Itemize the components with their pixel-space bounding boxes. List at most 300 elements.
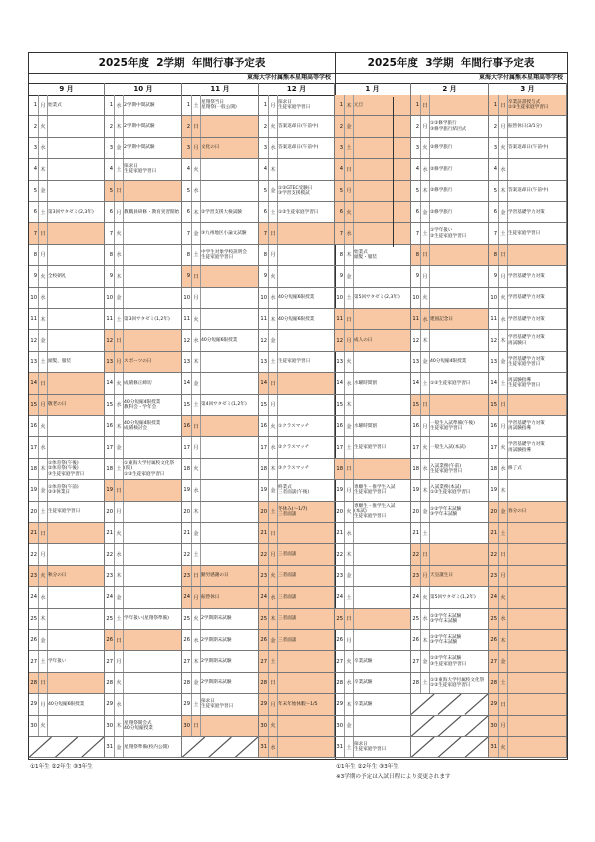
weekday: 木 xyxy=(421,480,430,500)
day-number: 22 xyxy=(335,544,345,564)
weekday: 火 xyxy=(421,288,430,308)
day-number: 14 xyxy=(411,373,421,393)
weekday: 金 xyxy=(192,673,201,693)
event-text: 星翔祭当日 星翔祭(一般公開) xyxy=(201,99,237,111)
day-number: 15 xyxy=(259,395,269,415)
weekday: 日 xyxy=(192,116,201,136)
weekday: 金 xyxy=(269,330,278,350)
weekday: 金 xyxy=(345,116,354,136)
day-cell xyxy=(182,544,259,565)
day-cell xyxy=(29,416,105,437)
day-cell xyxy=(335,480,411,501)
weekday: 水 xyxy=(39,437,48,457)
day-number: 15 xyxy=(335,395,345,415)
weekday: 日 xyxy=(269,523,278,543)
day-cell xyxy=(411,523,489,544)
day-number: 13 xyxy=(489,352,499,372)
day-number: 30 xyxy=(29,716,39,736)
event-text: 2学期中間試験 xyxy=(124,145,155,151)
event-text xyxy=(508,630,565,650)
day-cell xyxy=(29,266,105,287)
day-cell xyxy=(489,181,567,202)
weekday: 木 xyxy=(39,459,48,479)
day-number: 8 xyxy=(335,245,345,265)
day-number: 28 xyxy=(489,673,499,693)
event-text xyxy=(278,266,333,286)
day-number: 11 xyxy=(29,309,39,329)
day-cell xyxy=(335,373,411,394)
event-text xyxy=(354,630,409,650)
event-text xyxy=(430,266,487,286)
day-number: 3 xyxy=(489,138,499,158)
empty-slash xyxy=(182,737,258,757)
day-cell xyxy=(489,544,567,565)
day-cell xyxy=(489,266,567,287)
day-cell xyxy=(29,202,105,223)
day-cell xyxy=(335,523,411,544)
weekday: 火 xyxy=(192,309,201,329)
day-number: 20 xyxy=(489,502,499,522)
day-cell xyxy=(489,116,567,137)
day-cell xyxy=(411,630,489,651)
weekday: 土 xyxy=(345,587,354,607)
day-cell xyxy=(489,523,567,544)
day-number: 12 xyxy=(182,330,192,350)
weekday: 土 xyxy=(192,95,201,115)
weekday: 木 xyxy=(115,566,124,586)
day-cell xyxy=(259,587,335,608)
event-text xyxy=(508,609,565,629)
day-cell xyxy=(411,159,489,180)
event-text xyxy=(201,373,257,393)
event-text xyxy=(430,544,487,564)
event-text: 始業式 xyxy=(48,102,62,108)
event-text xyxy=(124,523,180,543)
day-cell xyxy=(105,266,182,287)
day-number: 5 xyxy=(489,181,499,201)
event-text: 春分の日 xyxy=(508,509,527,515)
weekday: 金 xyxy=(115,587,124,607)
day-number: 27 xyxy=(182,651,192,671)
day-number: 6 xyxy=(182,202,192,222)
event-text xyxy=(201,116,257,136)
weekday: 日 xyxy=(421,95,430,115)
day-cell xyxy=(489,480,567,501)
weekday: 木 xyxy=(499,480,508,500)
event-text: 40分短縮6限授業 xyxy=(48,701,85,707)
weekday: 土 xyxy=(39,651,48,671)
weekday: 金 xyxy=(269,630,278,650)
event-text: 元旦 xyxy=(354,102,364,108)
event-text: ①②修学旅行 ③修学旅行結団式 xyxy=(430,121,467,132)
day-number: 19 xyxy=(29,480,39,500)
weekday: 月 xyxy=(345,480,354,500)
day-number: 26 xyxy=(182,630,192,650)
weekday: 火 xyxy=(115,523,124,543)
event-text: ①②学年末試験 ③学年末試験 xyxy=(430,506,462,517)
day-cell xyxy=(335,459,411,480)
event-text: ①②GTEC受験日 ③学習支援模試 xyxy=(278,185,313,196)
event-text: 水曜時間割 xyxy=(354,380,377,386)
day-cell xyxy=(29,181,105,202)
day-number: 24 xyxy=(411,587,421,607)
day-number: 13 xyxy=(335,352,345,372)
day-number: 6 xyxy=(105,202,115,222)
event-text: 星翔祭開会式 40分短縮授業 xyxy=(124,720,153,731)
day-number: 21 xyxy=(335,523,345,543)
day-cell xyxy=(105,651,182,672)
day-number: 30 xyxy=(182,716,192,736)
day-cell xyxy=(29,651,105,672)
day-number: 1 xyxy=(105,95,115,115)
day-cell xyxy=(489,651,567,672)
day-cell xyxy=(335,245,411,266)
weekday: 土 xyxy=(192,395,201,415)
day-cell xyxy=(182,181,259,202)
day-number: 21 xyxy=(29,523,39,543)
weekday: 土 xyxy=(269,502,278,522)
weekday: 火 xyxy=(192,459,201,479)
weekday: 水 xyxy=(421,309,430,329)
weekday: 日 xyxy=(421,544,430,564)
day-cell xyxy=(105,566,182,587)
day-number: 27 xyxy=(105,651,115,671)
weekday: 土 xyxy=(345,437,354,457)
day-cell xyxy=(335,609,411,630)
weekday: 月 xyxy=(421,116,430,136)
day-cell xyxy=(489,416,567,437)
weekday: 月 xyxy=(421,266,430,286)
day-number: 8 xyxy=(105,245,115,265)
event-text: ①②学年末試験 ③学年末試験 xyxy=(430,634,462,646)
event-text xyxy=(278,373,333,393)
day-cell xyxy=(335,566,411,587)
weekday: 日 xyxy=(39,223,48,243)
day-cell xyxy=(411,266,489,287)
day-cell xyxy=(29,245,105,266)
event-text xyxy=(508,673,565,693)
weekday: 土 xyxy=(192,245,201,265)
weekday: 水 xyxy=(269,737,278,757)
weekday: 月 xyxy=(115,202,124,222)
day-cell xyxy=(182,437,259,458)
month-header: 1 月 xyxy=(335,83,411,95)
weekday: 日 xyxy=(421,245,430,265)
weekday: 月 xyxy=(115,651,124,671)
event-text: 答案返却日(午前中) xyxy=(508,188,549,194)
day-cell xyxy=(259,480,335,501)
weekday: 火 xyxy=(345,202,354,222)
day-cell xyxy=(489,288,567,309)
weekday: 月 xyxy=(39,245,48,265)
event-text xyxy=(354,116,409,136)
event-text xyxy=(508,523,565,543)
day-cell xyxy=(182,116,259,137)
event-text: 建国記念日 xyxy=(430,316,453,322)
day-cell xyxy=(259,309,335,330)
weekday: 金 xyxy=(115,437,124,457)
day-number: 16 xyxy=(105,416,115,436)
weekday: 水 xyxy=(499,609,508,629)
day-cell xyxy=(182,630,259,651)
event-text xyxy=(201,352,257,372)
event-text: 水曜時間割 xyxy=(354,423,377,429)
event-text xyxy=(48,416,103,436)
weekday: 日 xyxy=(269,673,278,693)
weekday: 水 xyxy=(269,437,278,457)
event-text xyxy=(354,544,409,564)
day-cell xyxy=(182,352,259,373)
day-cell xyxy=(411,202,489,223)
event-text: ②修学旅行 xyxy=(430,166,453,172)
event-text: 40分短縮6限授業 xyxy=(278,316,315,322)
weekday: 火 xyxy=(39,116,48,136)
term3-title: 2025年度 3学期 年間行事予定表 xyxy=(367,57,535,69)
day-cell xyxy=(259,630,335,651)
weekday: 日 xyxy=(345,459,354,479)
day-cell xyxy=(259,330,335,351)
day-number: 12 xyxy=(489,330,499,350)
weekday: 火 xyxy=(421,138,430,158)
empty-day-cell xyxy=(411,694,489,715)
day-cell xyxy=(259,737,335,758)
event-text xyxy=(201,181,257,201)
day-number: 6 xyxy=(29,202,39,222)
day-number: 13 xyxy=(411,352,421,372)
day-number: 29 xyxy=(335,694,345,714)
event-text xyxy=(430,245,487,265)
event-text xyxy=(508,694,565,714)
day-number: 23 xyxy=(29,566,39,586)
day-cell xyxy=(411,566,489,587)
day-cell xyxy=(29,587,105,608)
day-number: 5 xyxy=(411,181,421,201)
day-cell xyxy=(182,566,259,587)
event-text: ①②学年末試験 ③生徒家庭学習日 xyxy=(430,656,467,667)
day-cell xyxy=(29,159,105,180)
event-text xyxy=(201,266,257,286)
weekday: 木 xyxy=(345,245,354,265)
weekday: 日 xyxy=(39,673,48,693)
event-text: 40分短縮6限授業 xyxy=(201,337,238,343)
day-cell xyxy=(182,459,259,480)
day-cell xyxy=(259,223,335,244)
day-number: 30 xyxy=(335,716,345,736)
event-text xyxy=(354,181,409,201)
weekday: 木 xyxy=(499,181,508,201)
day-number: 25 xyxy=(489,609,499,629)
day-number: 11 xyxy=(489,309,499,329)
event-text xyxy=(278,223,333,243)
day-number: 1 xyxy=(259,95,269,115)
event-text xyxy=(48,288,103,308)
weekday: 木 xyxy=(269,309,278,329)
event-text: 三者面談 xyxy=(278,637,297,643)
event-text xyxy=(278,330,333,350)
day-number: 20 xyxy=(29,502,39,522)
day-number: 3 xyxy=(105,138,115,158)
day-cell xyxy=(335,395,411,416)
event-text xyxy=(124,288,180,308)
day-cell xyxy=(105,245,182,266)
day-cell xyxy=(105,95,182,116)
weekday: 木 xyxy=(192,352,201,372)
day-cell xyxy=(29,309,105,330)
day-number: 19 xyxy=(411,480,421,500)
event-text xyxy=(124,673,180,693)
day-number: 29 xyxy=(259,694,269,714)
event-text: 学習基礎学力対策 再試験指導 xyxy=(508,420,545,432)
event-text xyxy=(278,673,333,693)
weekday: 木 xyxy=(269,459,278,479)
weekday: 土 xyxy=(499,673,508,693)
event-text xyxy=(278,395,333,415)
event-text xyxy=(508,716,565,736)
event-text: 生徒家庭学習日 xyxy=(354,444,387,450)
day-number: 19 xyxy=(182,480,192,500)
schedule-note: ※3学期の予定は入試日程により変更されます xyxy=(336,774,451,780)
weekday: 火 xyxy=(499,138,508,158)
weekday: 日 xyxy=(39,373,48,393)
event-text: 秋分の日 xyxy=(48,573,67,579)
event-text: 一般生入試(本試) xyxy=(430,444,466,450)
event-text: 探求日 生徒家庭学習日 xyxy=(278,99,311,111)
weekday: 水 xyxy=(421,609,430,629)
day-number: 17 xyxy=(105,437,115,457)
weekday: 日 xyxy=(269,373,278,393)
event-text xyxy=(48,138,103,158)
event-text xyxy=(278,245,333,265)
day-cell xyxy=(411,459,489,480)
weekday: 金 xyxy=(39,181,48,201)
event-text: ③クラスマッチ xyxy=(278,466,310,472)
event-text: ②修学旅行 xyxy=(430,145,453,151)
day-cell xyxy=(411,673,489,694)
month-header: 9 月 xyxy=(29,83,105,95)
day-cell xyxy=(489,737,567,758)
day-cell xyxy=(489,202,567,223)
day-number: 24 xyxy=(29,587,39,607)
event-text: 振替休日(3/1分) xyxy=(508,123,542,129)
event-text xyxy=(354,202,409,222)
day-cell xyxy=(335,437,411,458)
day-cell xyxy=(411,223,489,244)
day-number: 31 xyxy=(335,737,345,757)
weekday: 土 xyxy=(115,609,124,629)
weekday: 木 xyxy=(192,651,201,671)
weekday: 日 xyxy=(192,566,201,586)
day-number: 17 xyxy=(411,437,421,457)
day-cell xyxy=(105,395,182,416)
weekday: 金 xyxy=(192,223,201,243)
day-cell xyxy=(411,288,489,309)
day-number: 12 xyxy=(411,330,421,350)
day-cell xyxy=(182,694,259,715)
day-number: 15 xyxy=(411,395,421,415)
day-cell xyxy=(259,202,335,223)
weekday: 火 xyxy=(39,266,48,286)
day-number: 4 xyxy=(182,159,192,179)
event-text xyxy=(508,480,565,500)
day-cell xyxy=(182,651,259,672)
event-text xyxy=(354,223,409,243)
day-number: 18 xyxy=(105,459,115,479)
day-cell xyxy=(489,95,567,116)
day-cell xyxy=(29,480,105,501)
weekday: 金 xyxy=(499,651,508,671)
event-text: 学習基礎学力対策 xyxy=(508,209,545,215)
weekday: 木 xyxy=(345,544,354,564)
day-cell xyxy=(489,459,567,480)
day-number: 3 xyxy=(259,138,269,158)
day-number: 6 xyxy=(259,202,269,222)
day-cell xyxy=(105,159,182,180)
weekday: 金 xyxy=(115,138,124,158)
weekday: 火 xyxy=(115,223,124,243)
event-text xyxy=(201,523,257,543)
day-cell xyxy=(105,181,182,202)
day-number: 28 xyxy=(259,673,269,693)
event-text: 卒業試験 xyxy=(354,701,373,707)
day-number: 2 xyxy=(105,116,115,136)
day-number: 13 xyxy=(105,352,115,372)
event-text xyxy=(354,395,409,415)
event-text xyxy=(508,544,565,564)
weekday: 日 xyxy=(115,480,124,500)
weekday: 月 xyxy=(499,566,508,586)
event-text: 探求日 生徒家庭学習日 xyxy=(354,741,387,753)
day-number: 17 xyxy=(335,437,345,457)
day-number: 4 xyxy=(489,159,499,179)
event-text: 天皇誕生日 xyxy=(430,573,453,579)
weekday: 月 xyxy=(192,437,201,457)
day-cell xyxy=(182,673,259,694)
day-cell xyxy=(335,181,411,202)
event-text: 敬老の日 xyxy=(48,402,67,408)
day-number: 11 xyxy=(411,309,421,329)
day-cell xyxy=(182,138,259,159)
day-number: 14 xyxy=(105,373,115,393)
event-text xyxy=(354,587,409,607)
day-number: 8 xyxy=(259,245,269,265)
weekday: 水 xyxy=(115,245,124,265)
weekday: 木 xyxy=(39,609,48,629)
weekday: 木 xyxy=(115,116,124,136)
day-cell xyxy=(489,587,567,608)
event-text xyxy=(48,181,103,201)
weekday: 月 xyxy=(39,395,48,415)
day-number: 7 xyxy=(182,223,192,243)
day-cell xyxy=(105,352,182,373)
weekday: 月 xyxy=(269,544,278,564)
day-cell xyxy=(182,245,259,266)
day-cell xyxy=(335,309,411,330)
day-cell xyxy=(105,630,182,651)
day-number: 10 xyxy=(105,288,115,308)
day-number: 11 xyxy=(105,309,115,329)
day-number: 6 xyxy=(411,202,421,222)
weekday: 火 xyxy=(499,587,508,607)
event-text xyxy=(508,651,565,671)
day-number: 17 xyxy=(259,437,269,457)
weekday: 土 xyxy=(421,373,430,393)
event-text xyxy=(48,587,103,607)
event-text: 三者面談 xyxy=(278,573,297,579)
day-number: 10 xyxy=(489,288,499,308)
day-cell xyxy=(182,202,259,223)
weekday: 金 xyxy=(345,566,354,586)
day-number: 9 xyxy=(411,266,421,286)
